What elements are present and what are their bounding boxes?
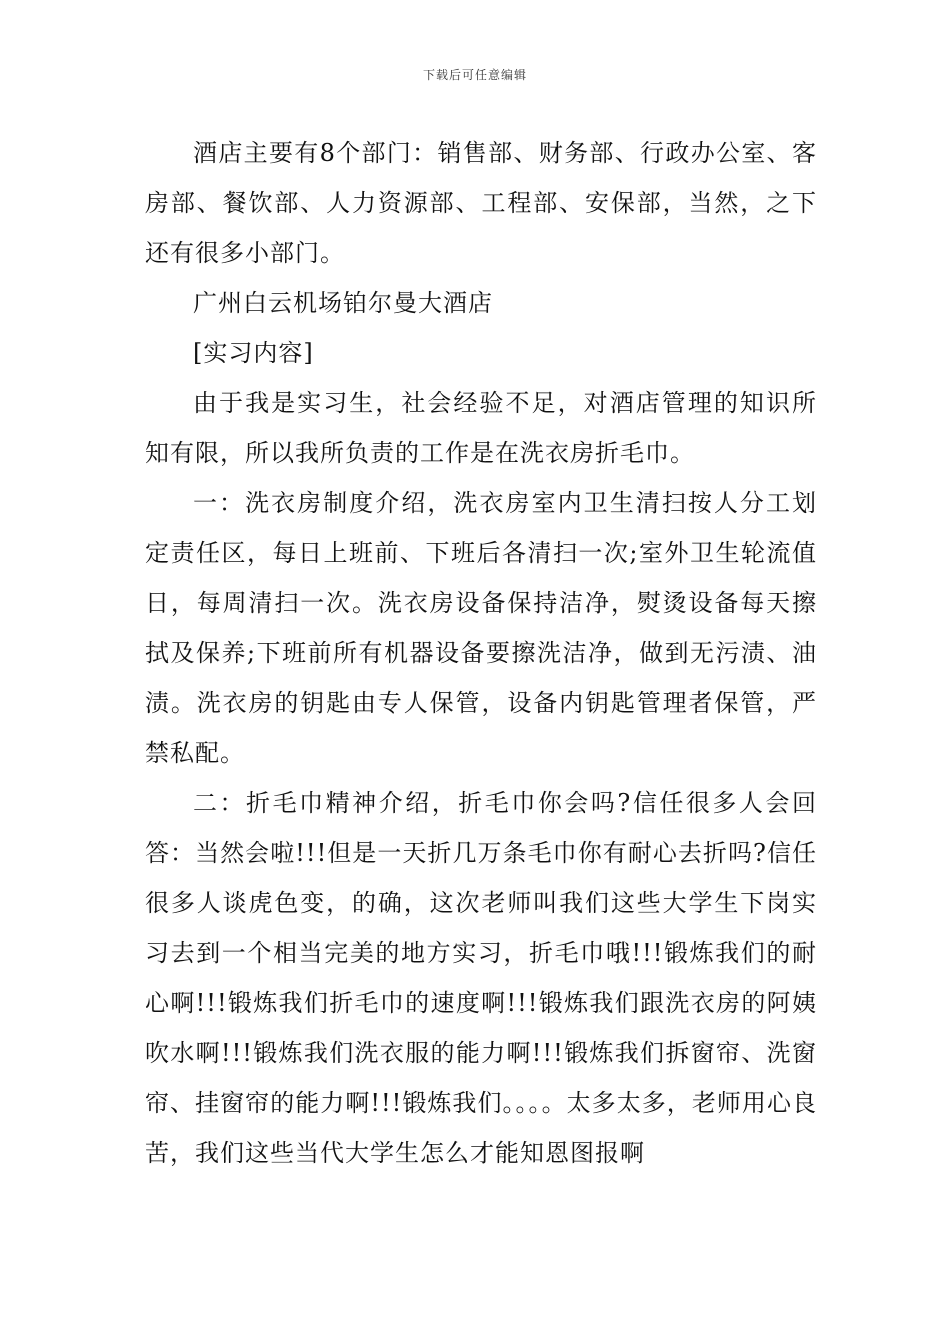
header-note: 下载后可任意编辑 <box>422 68 527 82</box>
paragraph-hotel-name: 广州白云机场铂尔曼大酒店 <box>193 289 493 317</box>
paragraph-intro: 由于我是实习生，社会经验不足，对酒店管理的知识所知有限，所以我所负责的工作是在洗衣房折毛巾。 <box>145 389 817 467</box>
paragraph-laundry-rules: 一：洗衣房制度介绍，洗衣房室内卫生清扫按人分工划定责任区，每日上班前、下班后各清扫一次;室外卫生轮流值日，每周清扫一次。洗衣房设备保持洁净，熨烫设备每天擦拭及保养;下班前所有机器设备要擦洗洁净，做到无污渍、油渍。洗衣房的钥匙由专人保管，设备内钥匙管理者保管，严禁私配。 <box>145 489 817 767</box>
paragraph-towel-folding: 二：折毛巾精神介绍，折毛巾你会吗?信任很多人会回答：当然会啦!!!但是一天折几万条毛巾你有耐心去折吗?信任很多人谈虎色变，的确，这次老师叫我们这些大学生下岗实习去到一个相当完美的地方实习，折毛巾哦!!!锻炼我们的耐心啊!!!锻炼我们折毛巾的速度啊!!!锻炼我们跟洗衣房的阿姨吹水啊!!!锻炼我们洗衣服的能力啊!!!锻炼我们拆窗帘、洗窗帘、挂窗帘的能力啊!!!锻炼我们。。。。太多太多，老师用心良苦，我们这些当代大学生怎么才能知恩图报啊 <box>145 789 817 1167</box>
document-body <box>145 128 817 1178</box>
paragraph-section-heading: [实习内容] <box>193 339 314 367</box>
paragraph-departments: 酒店主要有8个部门：销售部、财务部、行政办公室、客房部、餐饮部、人力资源部、工程部、安保部，当然，之下还有很多小部门。 <box>145 139 817 267</box>
